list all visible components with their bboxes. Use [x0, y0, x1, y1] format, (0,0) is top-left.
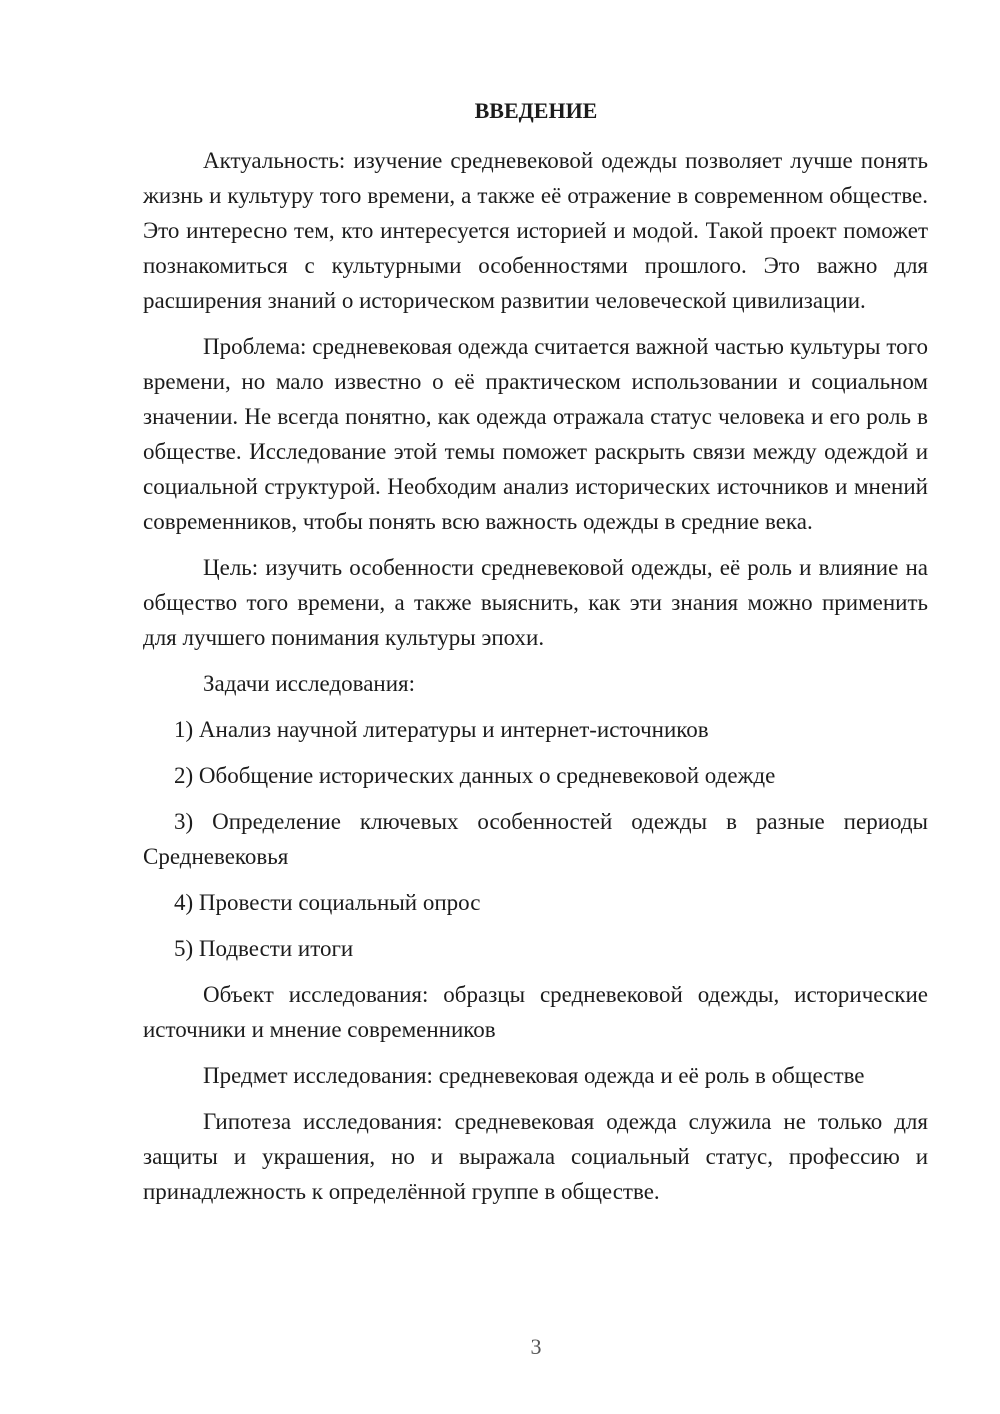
object-paragraph: Объект исследования: образцы средневековой одежды, исторические источники и мнение современников	[143, 982, 928, 1042]
hypothesis-paragraph: Гипотеза исследования: средневековая одежда служила не только для защиты и украшения, но и выражала социальный статус, профессию и принадлежность к определённой группе в обществе.	[143, 1109, 928, 1204]
page-title: ВВЕДЕНИЕ	[474, 98, 598, 123]
task-item: 4) Провести социальный опрос	[174, 890, 481, 915]
relevance-paragraph: Актуальность: изучение средневековой одежды позволяет лучше понять жизнь и культуру того времени, а также её отражение в современном обществе. Это интересно тем, кто интересуется историей и модой. Такой проект поможет познакомиться с культурными особенностями прошлого. Это важно для расширения знаний о историческом развитии человеческой цивилизации.	[143, 148, 928, 313]
document-body	[143, 143, 928, 1220]
task-item: 3) Определение ключевых особенностей одежды в разные периоды Средневековья	[143, 809, 928, 869]
tasks-heading: Задачи исследования:	[203, 671, 416, 696]
page-number: 3	[530, 1334, 542, 1359]
problem-paragraph: Проблема: средневековая одежда считается важной частью культуры того времени, но мало известно о её практическом использовании и социальном значении. Не всегда понятно, как одежда отражала статус человека и его роль в обществе. Исследование этой темы поможет раскрыть связи между одеждой и социальной структурой. Необходим анализ исторических источников и мнений современников, чтобы понять всю важность одежды в средние века.	[143, 334, 928, 534]
task-item: 5) Подвести итоги	[174, 936, 354, 961]
task-item: 1) Анализ научной литературы и интернет-источников	[174, 717, 709, 742]
task-item: 2) Обобщение исторических данных о средневековой одежде	[174, 763, 776, 788]
goal-paragraph: Цель: изучить особенности средневековой одежды, её роль и влияние на общество того времени, а также выяснить, как эти знания можно применить для лучшего понимания культуры эпохи.	[143, 555, 928, 650]
subject-paragraph: Предмет исследования: средневековая одежда и её роль в обществе	[203, 1063, 865, 1088]
